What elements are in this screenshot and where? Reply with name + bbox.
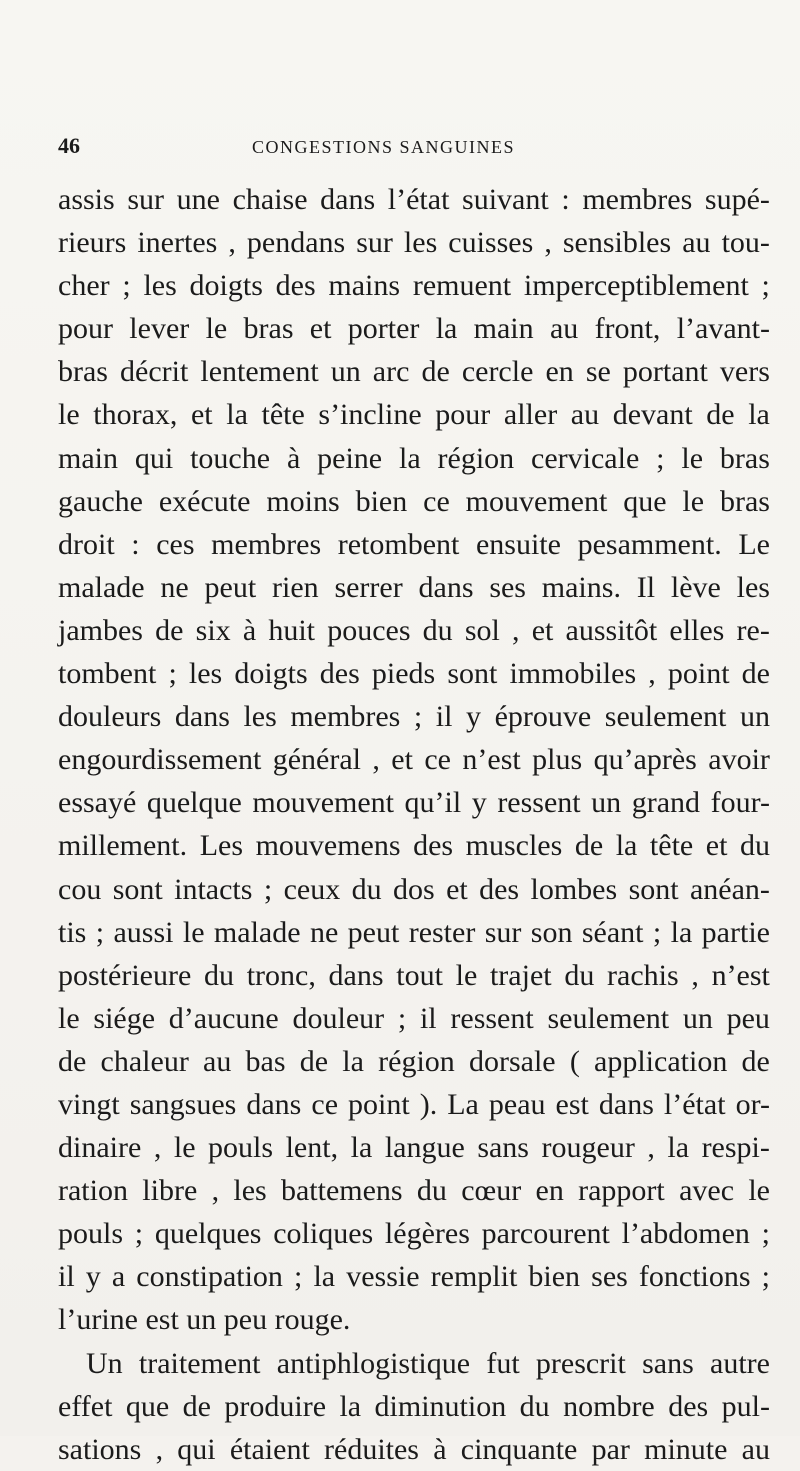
text-line: pour lever le bras et porter la main au front, l’avant- (58, 312, 770, 346)
text-line: bras décrit lentement un arc de cercle en se portant vers (58, 355, 770, 389)
text-line: il y a constipation ; la vessie remplit bien ses fonctions ; (58, 1260, 770, 1294)
text-line: main qui touche à peine la région cervicale ; le bras (58, 441, 770, 475)
text-line: rieurs inertes , pendans sur les cuisses , sensibles au tou- (58, 226, 770, 260)
text-line: Un traitement antiphlogistique fut prescrit sans autre (86, 1346, 770, 1380)
text-line: ration libre , les battemens du cœur en rapport avec le (58, 1174, 770, 1208)
text-line: gauche exécute moins bien ce mouvement que le bras (58, 484, 770, 518)
text-line: cou sont intacts ; ceux du dos et des lombes sont anéan- (58, 872, 770, 906)
text-line: cher ; les doigts des mains remuent imperceptiblement ; (58, 269, 770, 303)
text-line: l’urine est un peu rouge. (58, 1303, 351, 1337)
text-line: vingt sangsues dans ce point ). La peau est dans l’état or- (58, 1087, 770, 1121)
text-line: assis sur une chaise dans l’état suivant : membres supé- (58, 183, 770, 216)
text-line: engourdissement général , et ce n’est plus qu’après avoir (58, 743, 770, 777)
text-line: de chaleur au bas de la région dorsale ( application de (58, 1044, 770, 1078)
text-line: douleurs dans les membres ; il y éprouve seulement un (58, 700, 770, 734)
page-number: 46 (58, 133, 80, 158)
text-line: sations , qui étaient réduites à cinquante par minute au (58, 1432, 770, 1466)
running-head: CONGESTIONS SANGUINES (252, 137, 516, 157)
text-line: malade ne peut rien serrer dans ses mains. Il lève les (58, 570, 770, 604)
text-line: jambes de six à huit pouces du sol , et aussitôt elles re- (58, 613, 770, 647)
text-line: millement. Les mouvemens des muscles de la tête et du (58, 829, 770, 863)
body-text (58, 178, 770, 1471)
text-line: essayé quelque mouvement qu’il y ressent un grand four- (58, 786, 770, 820)
text-line: pouls ; quelques coliques légères parcourent l’abdomen ; (58, 1217, 770, 1251)
text-line: tis ; aussi le malade ne peut rester sur son séant ; la partie (58, 915, 770, 949)
text-line: droit : ces membres retombent ensuite pesamment. Le (58, 527, 770, 561)
text-line: dinaire , le pouls lent, la langue sans rougeur , la respi- (58, 1131, 770, 1165)
text-line: postérieure du tronc, dans tout le trajet du rachis , n’est (58, 958, 770, 992)
text-line: effet que de produire la diminution du nombre des pul- (58, 1389, 770, 1423)
text-line: tombent ; les doigts des pieds sont immobiles , point de (58, 657, 770, 691)
text-line: le siége d’aucune douleur ; il ressent seulement un peu (58, 1001, 770, 1035)
text-line: le thorax, et la tête s’incline pour aller au devant de la (58, 398, 770, 432)
